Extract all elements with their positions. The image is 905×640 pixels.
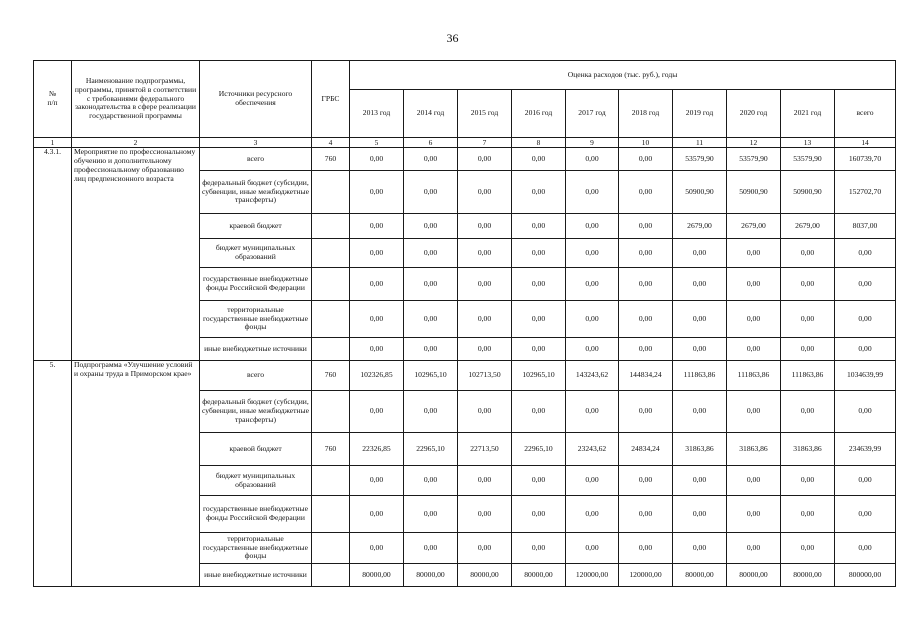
funding-source: иные внебюджетные источники: [200, 338, 312, 361]
column-index: 8: [512, 138, 566, 148]
grbs-code: [312, 564, 350, 587]
column-index: 2: [72, 138, 200, 148]
amount-cell: 0,00: [350, 496, 404, 533]
total-cell: 1034639,99: [835, 361, 896, 391]
year-header: 2020 год: [727, 90, 781, 138]
amount-cell: 0,00: [566, 466, 619, 496]
table-row: [34, 361, 896, 391]
amount-cell: 0,00: [619, 466, 673, 496]
amount-cell: 0,00: [512, 301, 566, 338]
amount-cell: 0,00: [458, 301, 512, 338]
amount-cell: 0,00: [673, 466, 727, 496]
table-row: [34, 148, 896, 171]
amount-cell: 0,00: [512, 391, 566, 433]
total-cell: 0,00: [835, 496, 896, 533]
page-number: 36: [446, 31, 459, 45]
amount-cell: 0,00: [673, 496, 727, 533]
total-cell: 0,00: [835, 338, 896, 361]
year-header: 2014 год: [404, 90, 458, 138]
amount-cell: 80000,00: [781, 564, 835, 587]
amount-cell: 0,00: [458, 214, 512, 239]
column-index: 12: [727, 138, 781, 148]
amount-cell: 0,00: [566, 496, 619, 533]
amount-cell: 0,00: [727, 391, 781, 433]
amount-cell: 0,00: [781, 338, 835, 361]
total-cell: 0,00: [835, 533, 896, 564]
amount-cell: 0,00: [619, 239, 673, 268]
amount-cell: 22965,10: [512, 433, 566, 466]
amount-cell: 0,00: [458, 239, 512, 268]
year-header: 2021 год: [781, 90, 835, 138]
amount-cell: 0,00: [619, 268, 673, 301]
amount-cell: 0,00: [458, 268, 512, 301]
grbs-code: [312, 533, 350, 564]
amount-cell: 53579,90: [781, 148, 835, 171]
column-index: 5: [350, 138, 404, 148]
total-cell: 0,00: [835, 301, 896, 338]
grbs-code: 760: [312, 433, 350, 466]
year-header: 2017 год: [566, 90, 619, 138]
total-cell: 234639,99: [835, 433, 896, 466]
total-cell: 800000,00: [835, 564, 896, 587]
funding-source: государственные внебюджетные фонды Российской Федерации: [200, 268, 312, 301]
amount-cell: 0,00: [404, 391, 458, 433]
amount-cell: 0,00: [727, 496, 781, 533]
amount-cell: 0,00: [727, 268, 781, 301]
grbs-code: [312, 239, 350, 268]
amount-cell: 0,00: [781, 268, 835, 301]
amount-cell: 0,00: [566, 301, 619, 338]
amount-cell: 0,00: [566, 148, 619, 171]
amount-cell: 0,00: [781, 391, 835, 433]
year-header: 2019 год: [673, 90, 727, 138]
amount-cell: 0,00: [404, 533, 458, 564]
amount-cell: 0,00: [781, 239, 835, 268]
amount-cell: 111863,86: [781, 361, 835, 391]
amount-cell: 53579,90: [673, 148, 727, 171]
item-code: 4.3.1.: [34, 148, 72, 361]
amount-cell: 2679,00: [781, 214, 835, 239]
amount-cell: 0,00: [619, 496, 673, 533]
amount-cell: 23243,62: [566, 433, 619, 466]
total-header: всего: [835, 90, 896, 138]
amount-cell: 0,00: [619, 214, 673, 239]
amount-cell: 0,00: [350, 268, 404, 301]
amount-cell: 0,00: [673, 391, 727, 433]
amount-cell: 0,00: [458, 496, 512, 533]
funding-source: федеральный бюджет (субсидии, субвенции, иные межбюджетные трансферты): [200, 391, 312, 433]
amount-cell: 0,00: [619, 391, 673, 433]
year-header: 2015 год: [458, 90, 512, 138]
amount-cell: 31863,86: [727, 433, 781, 466]
amount-cell: 0,00: [673, 268, 727, 301]
total-cell: 0,00: [835, 239, 896, 268]
amount-cell: 0,00: [512, 466, 566, 496]
amount-cell: 102965,10: [512, 361, 566, 391]
program-name: Мероприятие по профессиональному обучению и дополнительному профессиональному образованию лиц предпенсионного возраста: [72, 148, 200, 361]
grbs-code: [312, 338, 350, 361]
amount-cell: 0,00: [781, 533, 835, 564]
grbs-code: [312, 301, 350, 338]
item-code: 5.: [34, 361, 72, 587]
amount-cell: 0,00: [619, 148, 673, 171]
grbs-code: [312, 496, 350, 533]
amount-cell: 2679,00: [727, 214, 781, 239]
funding-source: всего: [200, 148, 312, 171]
amount-cell: 80000,00: [350, 564, 404, 587]
amount-cell: 0,00: [404, 496, 458, 533]
amount-cell: 111863,86: [727, 361, 781, 391]
amount-cell: 0,00: [512, 148, 566, 171]
amount-cell: 80000,00: [512, 564, 566, 587]
amount-cell: 80000,00: [458, 564, 512, 587]
amount-cell: 0,00: [512, 496, 566, 533]
header-source: Источники ресурсного обеспечения: [200, 61, 312, 138]
amount-cell: 0,00: [619, 301, 673, 338]
amount-cell: 0,00: [350, 148, 404, 171]
amount-cell: 0,00: [512, 171, 566, 214]
amount-cell: 102965,10: [404, 361, 458, 391]
amount-cell: 0,00: [781, 496, 835, 533]
amount-cell: 80000,00: [727, 564, 781, 587]
amount-cell: 0,00: [566, 338, 619, 361]
amount-cell: 0,00: [673, 301, 727, 338]
amount-cell: 0,00: [350, 301, 404, 338]
amount-cell: 0,00: [404, 338, 458, 361]
amount-cell: 0,00: [350, 239, 404, 268]
amount-cell: 0,00: [350, 171, 404, 214]
column-index-row: [34, 138, 896, 148]
amount-cell: 0,00: [404, 301, 458, 338]
funding-source: краевой бюджет: [200, 214, 312, 239]
amount-cell: 0,00: [727, 239, 781, 268]
column-index: 4: [312, 138, 350, 148]
column-index: 13: [781, 138, 835, 148]
column-index: 6: [404, 138, 458, 148]
amount-cell: 0,00: [566, 239, 619, 268]
table-header: [34, 61, 896, 148]
total-cell: 8037,00: [835, 214, 896, 239]
amount-cell: 0,00: [512, 338, 566, 361]
grbs-code: [312, 214, 350, 239]
amount-cell: 0,00: [404, 466, 458, 496]
amount-cell: 0,00: [619, 171, 673, 214]
amount-cell: 0,00: [781, 466, 835, 496]
column-index: 14: [835, 138, 896, 148]
header-grbs: ГРБС: [312, 61, 350, 138]
amount-cell: 102326,85: [350, 361, 404, 391]
amount-cell: 0,00: [512, 214, 566, 239]
amount-cell: 22326,85: [350, 433, 404, 466]
amount-cell: 0,00: [566, 391, 619, 433]
amount-cell: 0,00: [350, 533, 404, 564]
amount-cell: 53579,90: [727, 148, 781, 171]
amount-cell: 0,00: [404, 214, 458, 239]
amount-cell: 2679,00: [673, 214, 727, 239]
amount-cell: 0,00: [458, 391, 512, 433]
amount-cell: 0,00: [404, 148, 458, 171]
budget-table: [33, 60, 896, 587]
amount-cell: 0,00: [781, 301, 835, 338]
amount-cell: 0,00: [350, 338, 404, 361]
amount-cell: 80000,00: [404, 564, 458, 587]
amount-cell: 0,00: [350, 214, 404, 239]
total-cell: 0,00: [835, 268, 896, 301]
amount-cell: 102713,50: [458, 361, 512, 391]
grbs-code: 760: [312, 361, 350, 391]
funding-source: бюджет муниципальных образований: [200, 239, 312, 268]
amount-cell: 0,00: [673, 239, 727, 268]
funding-source: всего: [200, 361, 312, 391]
column-index: 3: [200, 138, 312, 148]
amount-cell: 0,00: [727, 533, 781, 564]
amount-cell: 0,00: [458, 148, 512, 171]
amount-cell: 0,00: [673, 338, 727, 361]
grbs-code: [312, 171, 350, 214]
amount-cell: 0,00: [727, 466, 781, 496]
amount-cell: 120000,00: [566, 564, 619, 587]
amount-cell: 22713,50: [458, 433, 512, 466]
amount-cell: 120000,00: [619, 564, 673, 587]
amount-cell: 24834,24: [619, 433, 673, 466]
header-estimate: Оценка расходов (тыс. руб.), годы: [350, 61, 896, 90]
amount-cell: 0,00: [619, 338, 673, 361]
grbs-code: [312, 391, 350, 433]
column-index: 9: [566, 138, 619, 148]
total-cell: 0,00: [835, 466, 896, 496]
amount-cell: 0,00: [350, 391, 404, 433]
amount-cell: 111863,86: [673, 361, 727, 391]
column-index: 10: [619, 138, 673, 148]
grbs-code: 760: [312, 148, 350, 171]
column-index: 11: [673, 138, 727, 148]
total-cell: 160739,70: [835, 148, 896, 171]
amount-cell: 50900,90: [673, 171, 727, 214]
amount-cell: 0,00: [727, 338, 781, 361]
amount-cell: 0,00: [566, 171, 619, 214]
amount-cell: 80000,00: [673, 564, 727, 587]
amount-cell: 144834,24: [619, 361, 673, 391]
amount-cell: 50900,90: [781, 171, 835, 214]
amount-cell: 31863,86: [781, 433, 835, 466]
amount-cell: 0,00: [566, 214, 619, 239]
amount-cell: 0,00: [727, 301, 781, 338]
amount-cell: 0,00: [458, 533, 512, 564]
amount-cell: 0,00: [404, 171, 458, 214]
funding-source: бюджет муниципальных образований: [200, 466, 312, 496]
total-cell: 152702,70: [835, 171, 896, 214]
program-name: Подпрограмма «Улучшение условий и охраны труда в Приморском крае»: [72, 361, 200, 587]
funding-source: федеральный бюджет (субсидии, субвенции, иные межбюджетные трансферты): [200, 171, 312, 214]
amount-cell: 0,00: [404, 268, 458, 301]
grbs-code: [312, 268, 350, 301]
total-cell: 0,00: [835, 391, 896, 433]
year-header: 2013 год: [350, 90, 404, 138]
funding-source: краевой бюджет: [200, 433, 312, 466]
amount-cell: 0,00: [350, 466, 404, 496]
funding-source: государственные внебюджетные фонды Российской Федерации: [200, 496, 312, 533]
amount-cell: 0,00: [458, 171, 512, 214]
amount-cell: 0,00: [512, 239, 566, 268]
year-header: 2016 год: [512, 90, 566, 138]
amount-cell: 0,00: [566, 533, 619, 564]
amount-cell: 31863,86: [673, 433, 727, 466]
column-index: 7: [458, 138, 512, 148]
table-body: [34, 148, 896, 587]
grbs-code: [312, 466, 350, 496]
amount-cell: 0,00: [619, 533, 673, 564]
funding-source: территориальные государственные внебюджетные фонды: [200, 301, 312, 338]
amount-cell: 0,00: [404, 239, 458, 268]
amount-cell: 50900,90: [727, 171, 781, 214]
funding-source: территориальные государственные внебюджетные фонды: [200, 533, 312, 564]
amount-cell: 0,00: [458, 338, 512, 361]
amount-cell: 143243,62: [566, 361, 619, 391]
header-number: № п/п: [34, 61, 72, 138]
column-index: 1: [34, 138, 72, 148]
amount-cell: 0,00: [512, 533, 566, 564]
funding-source: иные внебюджетные источники: [200, 564, 312, 587]
amount-cell: 0,00: [512, 268, 566, 301]
amount-cell: 0,00: [458, 466, 512, 496]
year-header: 2018 год: [619, 90, 673, 138]
amount-cell: 22965,10: [404, 433, 458, 466]
amount-cell: 0,00: [566, 268, 619, 301]
amount-cell: 0,00: [673, 533, 727, 564]
header-program-name: Наименование подпрограммы, программы, принятой в соответствии с требованиями федерального законодательства в сфере реализации государственной программы: [72, 61, 200, 138]
